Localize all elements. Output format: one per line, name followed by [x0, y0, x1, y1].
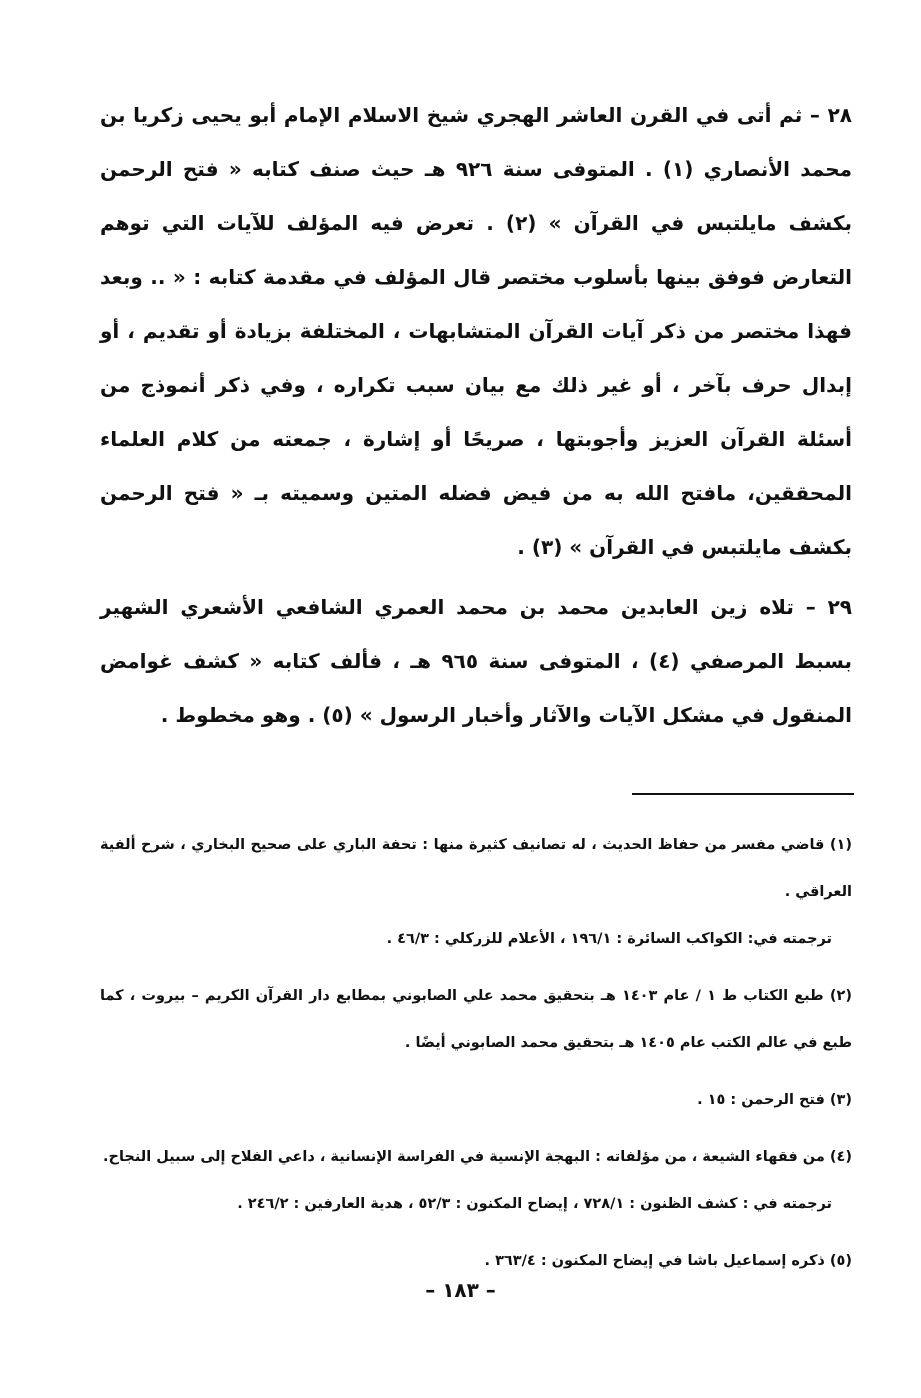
footnote-5-text: (٥) ذكره إسماعيل باشا في إيضاح المكنون : ٣٦٣/٤ . — [484, 1253, 852, 1269]
footnote-4-text: (٤) من فقهاء الشيعة ، من مؤلفاته : البهجة الإنسية في الفراسة الإنسانية ، داعي الفلاح إلى سبيل النجاح. — [103, 1149, 852, 1165]
footnote-4 — [100, 1134, 852, 1228]
footnote-1-source: ترجمته في: الكواكب السائرة : ١٩٦/١ ، الأعلام للزركلي : ٤٦/٣ . — [386, 931, 832, 947]
footnote-1 — [100, 822, 852, 963]
footnote-2-text: (٢) طبع الكتاب ط ١ / عام ١٤٠٣ هـ بتحقيق محمد علي الصابوني بمطابع دار القرآن الكريم – بيروت ، كما طبع في عالم الكتب عام ١٤٠٥ هـ بتحقيق محمد الصابوني أيضًا . — [100, 988, 852, 1051]
paragraph-28: ٢٨ – ثم أتى في القرن العاشر الهجري شيخ الاسلام الإمام أبو يحيى زكريا بن محمد الأنصاري (١) . المتوفى سنة ٩٢٦ هـ حيث صنف كتابه « فتح الرحمن بكشف مايلتبس في القرآن » (٢) . تعرض فيه المؤلف للآيات التي توهم التعارض فوفق بينها بأسلوب مختصر قال المؤلف في مقدمة كتابه : « .. وبعد فهذا مختصر من ذكر آيات القرآن المتشابهات ، المختلفة بزيادة أو تقديم ، أو إبدال حرف بآخر ، أو غير ذلك مع بيان سبب تكراره ، وفي ذكر أنموذج من أسئلة القرآن العزيز وأجوبتها ، صريحًا أو إشارة ، جمعته من كلام العلماء المحققين، مافتح الله به من فيض فضله المتين وسميته بـ « فتح الرحمن بكشف مايلتبس في القرآن » (٣) . — [100, 103, 853, 559]
footnote-3 — [100, 1077, 852, 1124]
footnote-2 — [100, 973, 852, 1067]
page-number: – ١٨٣ – — [425, 1278, 496, 1302]
footnote-3-text: (٣) فتح الرحمن : ١٥ . — [697, 1092, 852, 1108]
footnote-4-source: ترجمته في : كشف الظنون : ٧٢٨/١ ، إيضاح المكنون : ٥٢/٣ ، هدية العارفين : ٢٤٦/٢ . — [237, 1196, 832, 1212]
footnote-1-text: (١) قاضي مفسر من حفاظ الحديث ، له تصانيف كثيرة منها : تحفة الباري على صحيح البخاري ، شرح ألفية العراقي . — [100, 837, 852, 900]
footnotes — [100, 822, 852, 1295]
main-text — [100, 88, 852, 742]
paragraph-29: ٢٩ – تلاه زين العابدين محمد بن محمد العمري الشافعي الأشعري الشهير بسبط المرصفي (٤) ، المتوفى سنة ٩٦٥ هـ ، فألف كتابه « كشف غوامض المنقول في مشكل الآيات والآثار وأخبار الرسول » (٥) . وهو مخطوط . — [100, 595, 852, 727]
footnote-separator — [632, 793, 854, 795]
